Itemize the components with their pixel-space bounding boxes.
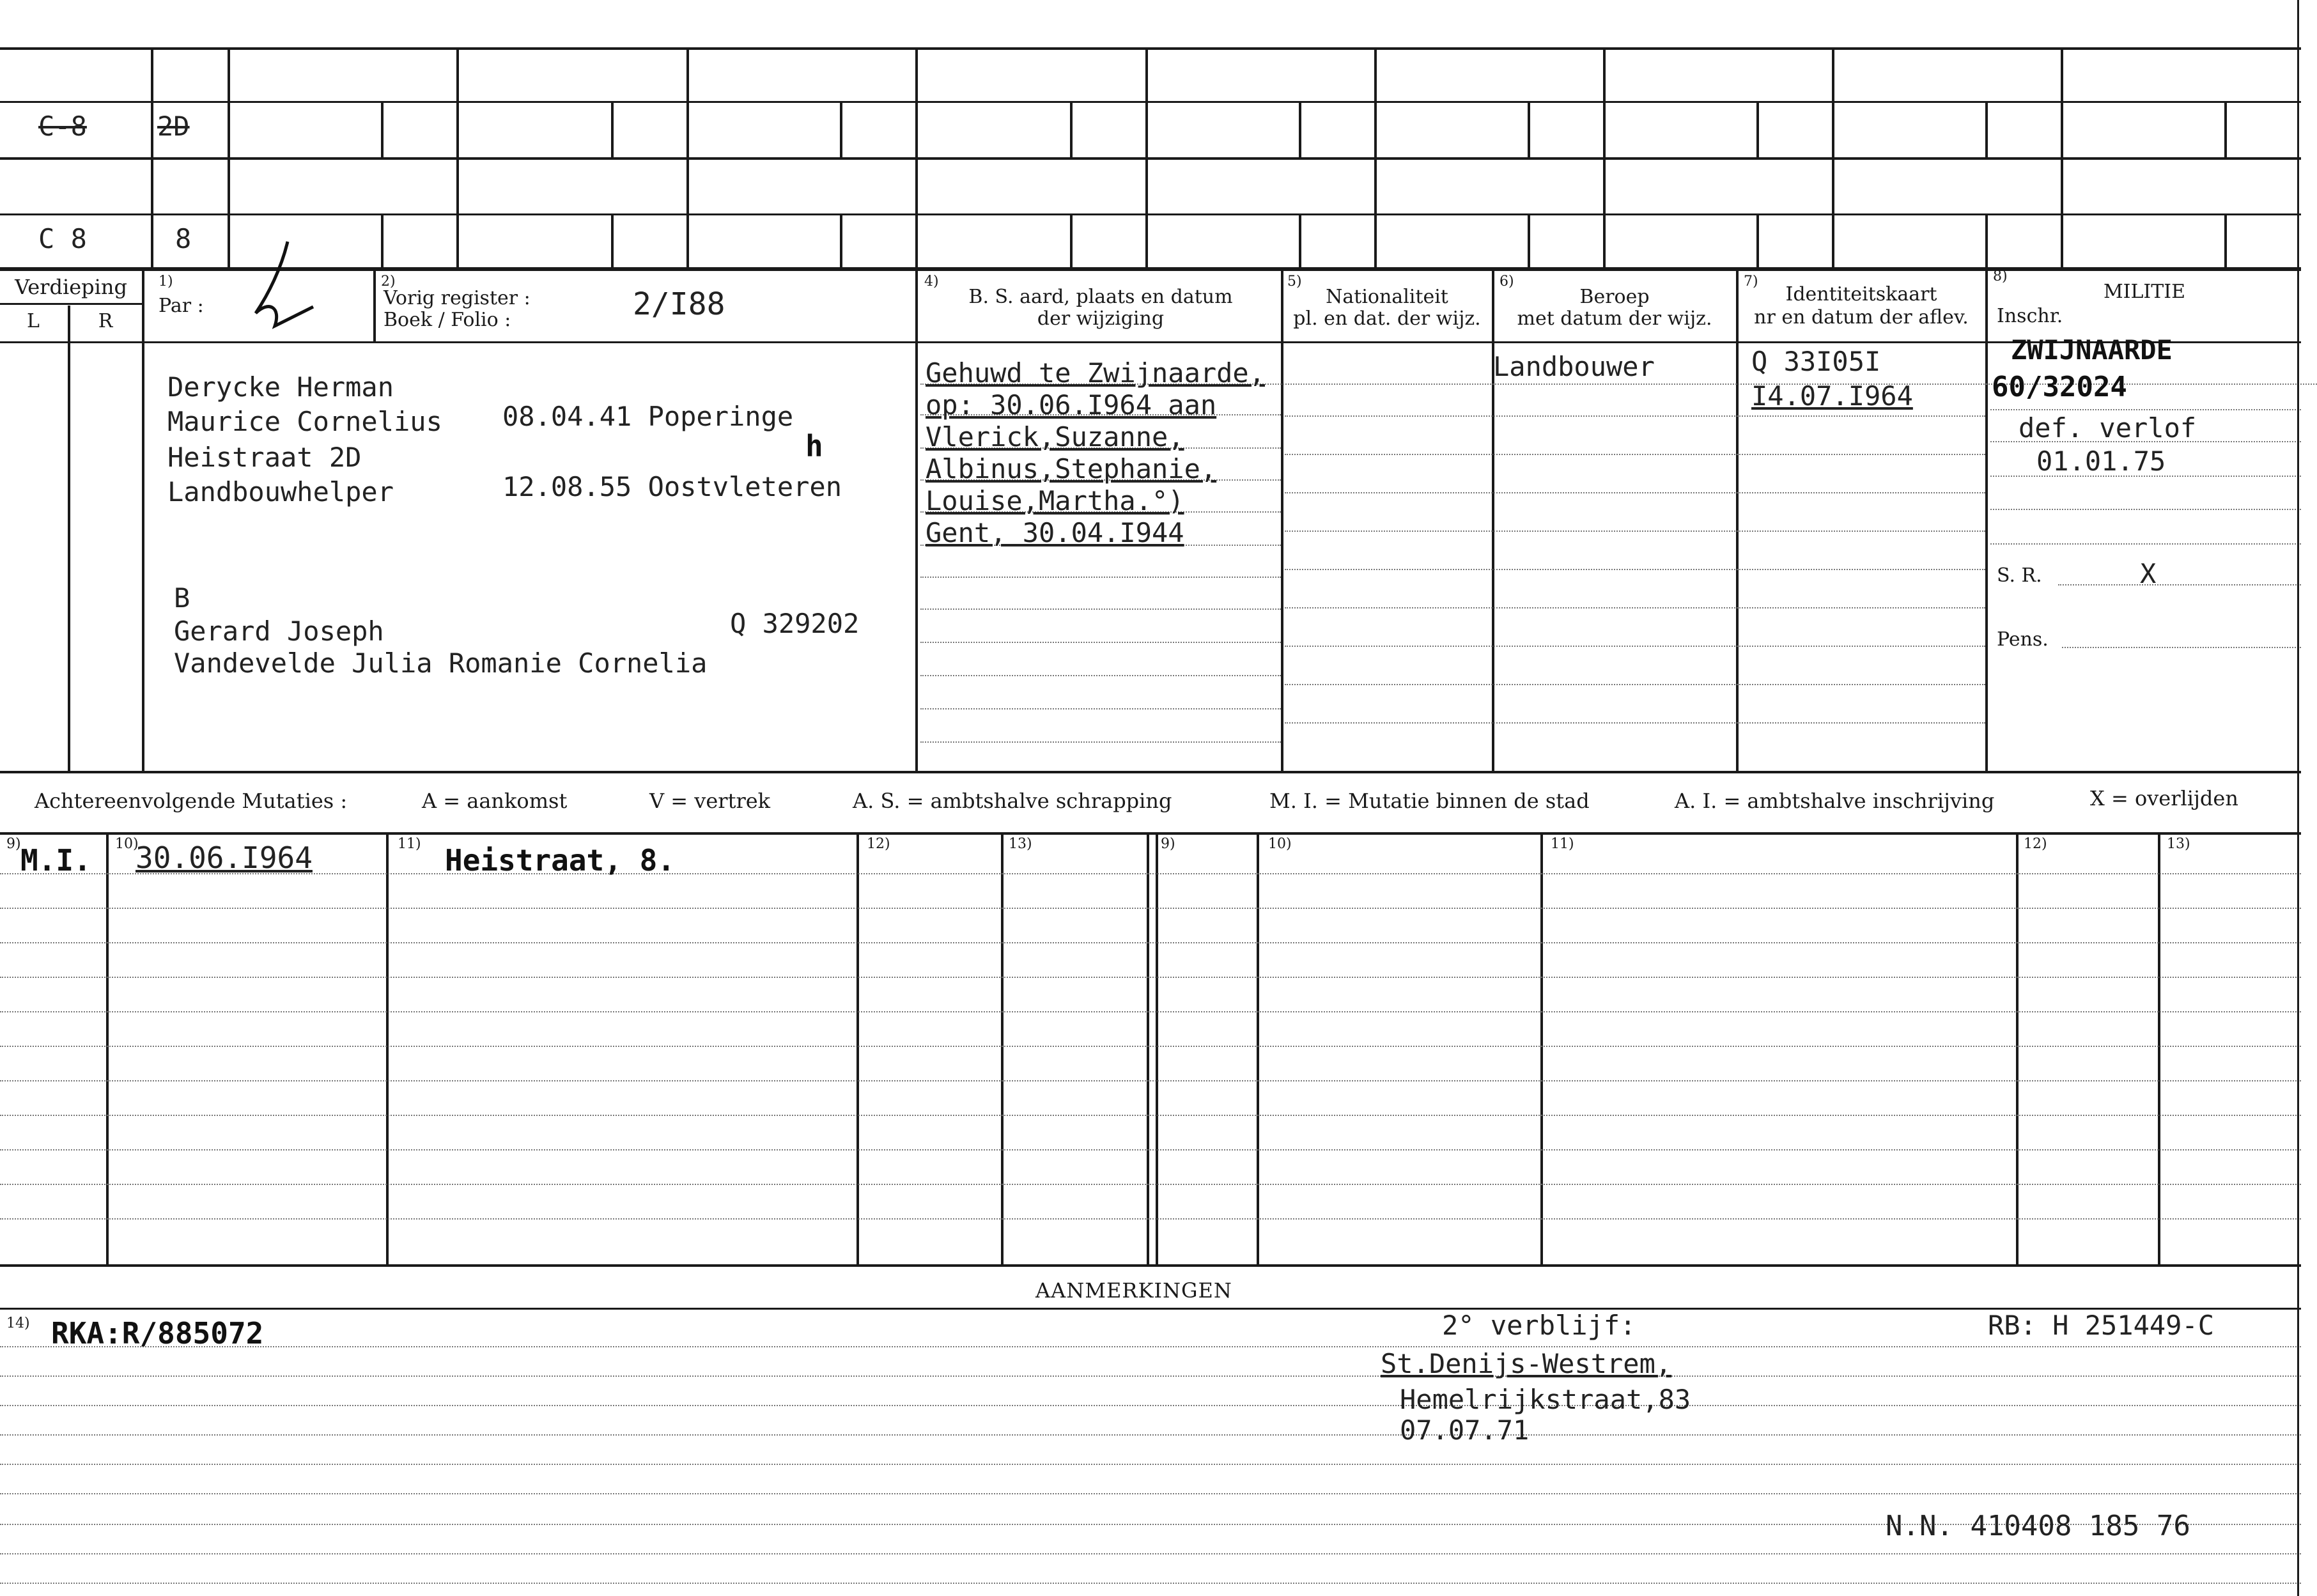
field-number: 2) bbox=[381, 274, 396, 290]
grid-line bbox=[0, 213, 2301, 215]
aanmerkingen-title: AANMERKINGEN bbox=[1035, 1278, 1232, 1303]
bs-entry-line3: Vlerick,Suzanne, bbox=[926, 421, 1184, 453]
field-number: 11) bbox=[398, 836, 421, 852]
grid-line bbox=[456, 47, 459, 271]
grid-line bbox=[1299, 213, 1301, 270]
field-number: 14) bbox=[6, 1315, 30, 1331]
grid-line bbox=[381, 213, 384, 270]
legend-x: X = overlijden bbox=[2090, 786, 2238, 810]
header-nat-line1: Nationaliteit bbox=[1326, 286, 1448, 308]
grid-line bbox=[0, 771, 2301, 773]
militie-place: ZWIJNAARDE bbox=[2011, 334, 2173, 366]
field-number: 13) bbox=[2167, 836, 2190, 852]
header-beroep-line1: Beroep bbox=[1579, 286, 1650, 308]
grid-line bbox=[611, 101, 614, 157]
code-cell-2: 8 bbox=[175, 223, 192, 254]
header-nat-line2: pl. en dat. der wijz. bbox=[1293, 307, 1481, 330]
grid-line bbox=[0, 47, 2301, 50]
grid-line bbox=[856, 833, 859, 1266]
header-verdieping: Verdieping bbox=[15, 275, 127, 299]
grid-line bbox=[0, 1264, 2301, 1267]
rb-number: RB: H 251449-C bbox=[1988, 1310, 2215, 1341]
grid-line bbox=[142, 271, 144, 772]
militie-sr-mark: X bbox=[2140, 558, 2157, 589]
header-militie: MILITIE bbox=[2103, 281, 2186, 303]
grid-line bbox=[1156, 833, 1158, 1266]
grid-line bbox=[2016, 833, 2019, 1266]
header-id-line1: Identiteitskaart bbox=[1785, 283, 1937, 306]
grid-line bbox=[1257, 833, 1259, 1266]
verblijf-title: 2° verblijf: bbox=[1442, 1310, 1636, 1341]
person-birth: 08.04.41 Poperinge bbox=[502, 401, 794, 432]
grid-line bbox=[106, 833, 109, 1266]
legend-as: A. S. = ambtshalve schrapping bbox=[853, 789, 1172, 813]
grid-line bbox=[686, 47, 689, 271]
person-name-line2: Maurice Cornelius bbox=[167, 406, 442, 437]
person-occupation: Landbouwhelper bbox=[167, 476, 394, 507]
right-edge bbox=[2297, 0, 2299, 1596]
field-number: 13) bbox=[1009, 836, 1032, 852]
grid-line bbox=[373, 271, 376, 343]
grid-line bbox=[1756, 101, 1759, 157]
header-beroep-line2: met datum der wijz. bbox=[1517, 307, 1712, 330]
grid-line bbox=[915, 271, 918, 772]
grid-line bbox=[0, 341, 2301, 343]
field-number: 6) bbox=[1499, 274, 1514, 290]
mutatie-date: 30.06.I964 bbox=[136, 841, 313, 875]
grid-line bbox=[0, 101, 2301, 103]
verblijf-line2: Hemelrijkstraat,83 bbox=[1400, 1384, 1691, 1415]
grid-line bbox=[1756, 213, 1759, 270]
header-l: L bbox=[27, 310, 40, 332]
mutatie-type: M.I. bbox=[20, 843, 91, 878]
vorig-register-value: 2/I88 bbox=[633, 286, 725, 322]
grid-line bbox=[840, 101, 842, 157]
grid-line bbox=[0, 157, 2301, 160]
grid-line bbox=[1145, 47, 1148, 271]
bs-entry-line5: Louise,Martha.°) bbox=[926, 485, 1184, 516]
person-father: Gerard Joseph bbox=[174, 616, 384, 647]
grid-line bbox=[1985, 213, 1988, 270]
grid-line bbox=[1070, 101, 1073, 157]
field-number: 12) bbox=[867, 836, 890, 852]
person-mark: h bbox=[805, 429, 823, 463]
handwritten-signature bbox=[243, 236, 320, 345]
legend-v: V = vertrek bbox=[649, 789, 771, 813]
militie-pens-label: Pens. bbox=[1997, 628, 2049, 651]
code-cell-old-2: 2D bbox=[157, 111, 190, 142]
field-number: 8) bbox=[1993, 268, 2008, 284]
grid-line bbox=[1492, 271, 1494, 772]
header-boek-folio: Boek / Folio : bbox=[384, 309, 511, 331]
grid-line bbox=[1832, 47, 1834, 271]
grid-line bbox=[840, 213, 842, 270]
verblijf-line3: 07.07.71 bbox=[1400, 1414, 1530, 1446]
grid-line bbox=[381, 101, 384, 157]
grid-line bbox=[0, 303, 142, 305]
militie-sr-label: S. R. bbox=[1997, 564, 2042, 587]
grid-line bbox=[0, 832, 2301, 835]
grid-line bbox=[1540, 833, 1543, 1266]
grid-line bbox=[1985, 271, 1988, 772]
bs-entry-line6: Gent, 30.04.I944 bbox=[926, 517, 1184, 548]
militie-status: def. verlof bbox=[2019, 412, 2197, 444]
bs-entry-line2: op: 30.06.I964 aan bbox=[926, 389, 1217, 421]
legend-mi: M. I. = Mutatie binnen de stad bbox=[1269, 789, 1590, 813]
person-b: B bbox=[174, 582, 190, 614]
grid-line bbox=[1299, 101, 1301, 157]
code-cell: C 8 bbox=[38, 223, 87, 254]
militie-date: 01.01.75 bbox=[2036, 445, 2166, 477]
grid-line bbox=[1528, 101, 1530, 157]
rka-number: RKA:R/885072 bbox=[51, 1316, 264, 1351]
militie-number: 60/32024 bbox=[1992, 371, 2127, 403]
field-number: 5) bbox=[1287, 274, 1302, 290]
grid-line bbox=[151, 47, 153, 271]
grid-line bbox=[611, 213, 614, 270]
bs-entry-line1: Gehuwd te Zwijnaarde, bbox=[926, 357, 1266, 389]
beroep-value: Landbouwer bbox=[1493, 351, 1655, 382]
grid-line bbox=[1528, 213, 1530, 270]
mutatie-address: Heistraat, 8. bbox=[445, 843, 676, 878]
verblijf-line1: St.Denijs-Westrem, bbox=[1381, 1348, 1672, 1379]
header-id-line2: nr en datum der aflev. bbox=[1754, 306, 1969, 329]
header-vorig-register: Vorig register : bbox=[384, 287, 531, 309]
nn-number: N.N. 410408 185 76 bbox=[1886, 1510, 2190, 1542]
legend-a: A = aankomst bbox=[422, 789, 568, 813]
sr-dotted-line bbox=[2058, 584, 2301, 585]
code-cell-old: C-8 bbox=[38, 111, 87, 142]
field-number: 1) bbox=[159, 274, 173, 290]
grid-line bbox=[1001, 833, 1004, 1266]
grid-line bbox=[1603, 47, 1606, 271]
person-id-old: Q 329202 bbox=[730, 608, 860, 639]
grid-line bbox=[2158, 833, 2160, 1266]
grid-line bbox=[1985, 101, 1988, 157]
header-r: R bbox=[98, 310, 113, 332]
header-bs-line1: B. S. aard, plaats en datum bbox=[968, 286, 1233, 308]
field-number: 9) bbox=[1161, 836, 1175, 852]
grid-line bbox=[2224, 101, 2227, 157]
field-number: 12) bbox=[2024, 836, 2047, 852]
grid-line bbox=[1147, 833, 1149, 1266]
pens-dotted-line bbox=[2062, 647, 2301, 648]
grid-line bbox=[68, 306, 70, 772]
person-date2: 12.08.55 Oostvleteren bbox=[502, 471, 842, 502]
field-number: 9) bbox=[6, 836, 21, 852]
bs-entry-line4: Albinus,Stephanie, bbox=[926, 453, 1217, 484]
legend-title: Achtereenvolgende Mutaties : bbox=[35, 789, 348, 813]
field-number: 10) bbox=[115, 836, 139, 852]
person-address: Heistraat 2D bbox=[167, 442, 362, 473]
grid-line bbox=[2224, 213, 2227, 270]
header-par: Par : bbox=[159, 295, 204, 317]
grid-line bbox=[1374, 47, 1377, 271]
grid-line bbox=[1281, 271, 1283, 772]
person-mother: Vandevelde Julia Romanie Cornelia bbox=[174, 647, 708, 679]
idkaart-nr: Q 33I05I bbox=[1751, 346, 1881, 377]
grid-line bbox=[915, 47, 918, 271]
field-number: 10) bbox=[1268, 836, 1292, 852]
field-number: 4) bbox=[924, 274, 939, 290]
field-number: 11) bbox=[1551, 836, 1574, 852]
header-bs-line2: der wijziging bbox=[1037, 307, 1165, 330]
grid-line bbox=[228, 47, 230, 271]
field-number: 7) bbox=[1744, 274, 1758, 290]
person-name-line1: Derycke Herman bbox=[167, 371, 394, 403]
grid-line bbox=[1070, 213, 1073, 270]
grid-line bbox=[1736, 271, 1739, 772]
grid-line bbox=[0, 1308, 2301, 1310]
grid-line bbox=[0, 267, 2301, 271]
idkaart-date: I4.07.I964 bbox=[1751, 380, 1913, 412]
grid-line bbox=[2061, 47, 2063, 271]
legend-ai: A. I. = ambtshalve inschrijving bbox=[1675, 789, 1995, 813]
header-inschr: Inschr. bbox=[1997, 305, 2063, 327]
grid-line bbox=[386, 833, 389, 1266]
